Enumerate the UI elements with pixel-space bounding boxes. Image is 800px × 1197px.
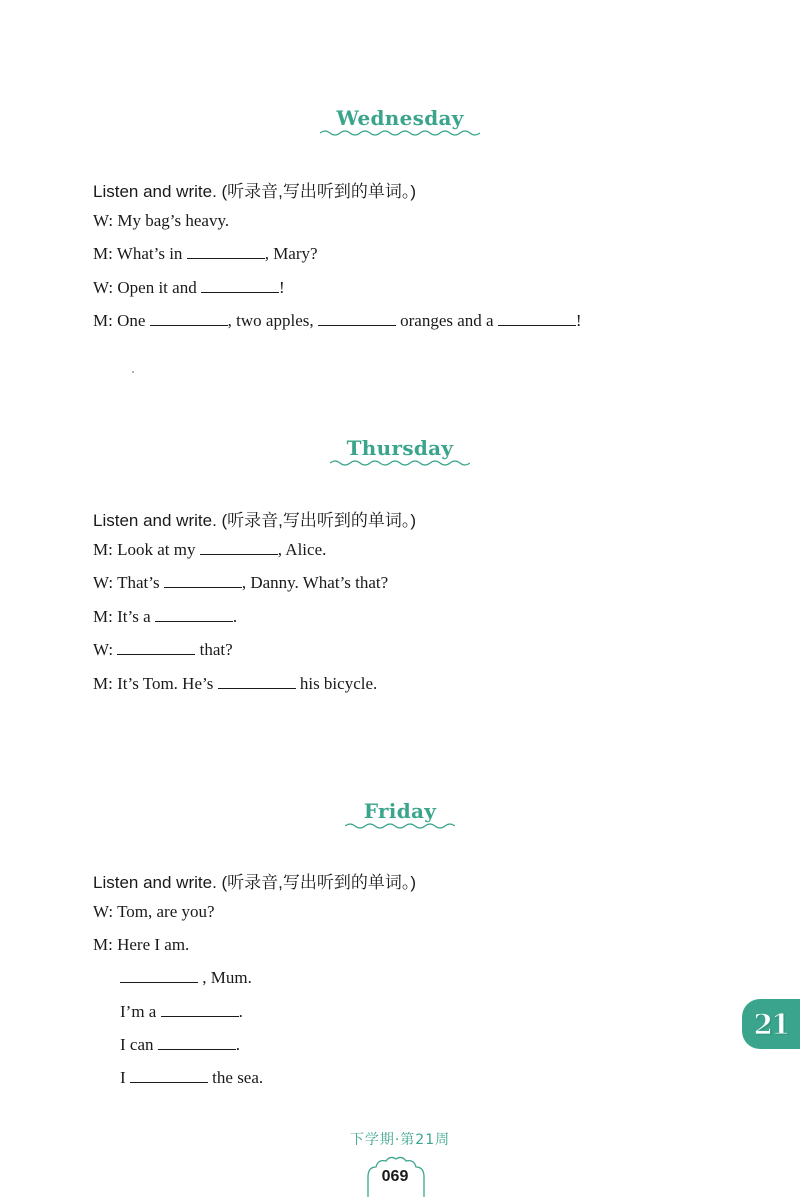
speaker-label: W: xyxy=(93,211,114,230)
line-text: It’s a xyxy=(117,607,151,626)
page-number-badge xyxy=(360,1155,430,1197)
wave-underline-icon xyxy=(320,129,480,137)
speaker-label: M: xyxy=(93,244,113,263)
dialogue-line xyxy=(93,540,326,560)
line-text: ! xyxy=(278,278,285,297)
line-text: I can xyxy=(120,1035,154,1054)
dialogue-line xyxy=(120,1035,240,1055)
answer-blank[interactable] xyxy=(164,573,242,588)
line-text: his bicycle. xyxy=(299,674,378,693)
answer-blank[interactable] xyxy=(117,640,195,655)
dialogue-line xyxy=(120,968,252,988)
line-text: What’s in xyxy=(116,244,183,263)
speaker-label: M: xyxy=(93,935,113,954)
speaker-label: M: xyxy=(93,674,113,693)
line-text: My bag’s heavy. xyxy=(117,211,230,230)
line-text: That’s xyxy=(117,573,160,592)
answer-blank[interactable] xyxy=(498,311,576,326)
stray-mark xyxy=(132,371,134,373)
dialogue-line xyxy=(93,573,388,593)
section-title-thursday xyxy=(0,436,800,467)
page-number: 069 xyxy=(381,1168,409,1185)
line-text: Tom, are you? xyxy=(117,902,215,921)
line-text: , Mary? xyxy=(264,244,318,263)
section-title-friday xyxy=(0,799,800,830)
wave-underline-icon xyxy=(330,459,470,467)
line-text: I xyxy=(120,1068,126,1087)
dialogue-line xyxy=(93,278,285,298)
dialogue-line xyxy=(93,935,189,955)
instruction: Listen and write. (听录音,写出听到的单词。) xyxy=(93,511,417,530)
line-text: . xyxy=(232,607,238,626)
week-number: 21 xyxy=(753,1007,789,1041)
line-text: Here I am. xyxy=(117,935,190,954)
line-text: It’s Tom. He’s xyxy=(117,674,214,693)
section-title-text: Friday xyxy=(363,799,437,823)
section-title-text: Thursday xyxy=(346,436,454,460)
answer-blank[interactable] xyxy=(155,607,233,622)
answer-blank[interactable] xyxy=(158,1035,236,1050)
instruction: Listen and write. (听录音,写出听到的单词。) xyxy=(93,182,417,201)
dialogue-line xyxy=(93,311,582,331)
line-text: , Mum. xyxy=(202,968,252,987)
section-title-text: Wednesday xyxy=(336,106,464,130)
answer-blank[interactable] xyxy=(150,311,228,326)
speaker-label: M: xyxy=(93,607,113,626)
speaker-label: W: xyxy=(93,640,114,659)
dialogue-line xyxy=(120,1068,263,1088)
section-title-wednesday xyxy=(0,106,800,137)
answer-blank[interactable] xyxy=(130,1068,208,1083)
dialogue-line xyxy=(93,607,237,627)
answer-blank[interactable] xyxy=(187,244,265,259)
wave-underline-icon xyxy=(345,822,455,830)
line-text: Open it and xyxy=(117,278,197,297)
speaker-label: M: xyxy=(93,311,113,330)
line-text: ! xyxy=(575,311,582,330)
answer-blank[interactable] xyxy=(201,278,279,293)
line-text: oranges and a xyxy=(400,311,494,330)
dialogue-line xyxy=(93,902,215,922)
line-text: Look at my xyxy=(117,540,196,559)
instruction: Listen and write. (听录音,写出听到的单词。) xyxy=(93,873,417,892)
dialogue-line xyxy=(93,211,229,231)
dialogue-line xyxy=(120,1002,243,1022)
answer-blank[interactable] xyxy=(318,311,396,326)
line-text: that? xyxy=(199,640,233,659)
week-side-tab xyxy=(742,999,800,1049)
line-text: One xyxy=(117,311,146,330)
speaker-label: M: xyxy=(93,540,113,559)
footer-caption: 下学期·第21周 xyxy=(349,1132,451,1148)
line-text: . xyxy=(235,1035,241,1054)
dialogue-line xyxy=(93,244,318,264)
dialogue-line xyxy=(93,640,233,660)
line-text: the sea. xyxy=(212,1068,264,1087)
speaker-label: W: xyxy=(93,902,114,921)
answer-blank[interactable] xyxy=(120,968,198,983)
answer-blank[interactable] xyxy=(200,540,278,555)
line-text: I’m a xyxy=(120,1002,157,1021)
line-text: , Danny. What’s that? xyxy=(241,573,389,592)
line-text: , two apples, xyxy=(227,311,314,330)
speaker-label: W: xyxy=(93,278,114,297)
dialogue-line xyxy=(93,674,377,694)
speaker-label: W: xyxy=(93,573,114,592)
line-text: , Alice. xyxy=(277,540,327,559)
answer-blank[interactable] xyxy=(218,674,296,689)
line-text: . xyxy=(238,1002,243,1021)
answer-blank[interactable] xyxy=(161,1002,239,1017)
